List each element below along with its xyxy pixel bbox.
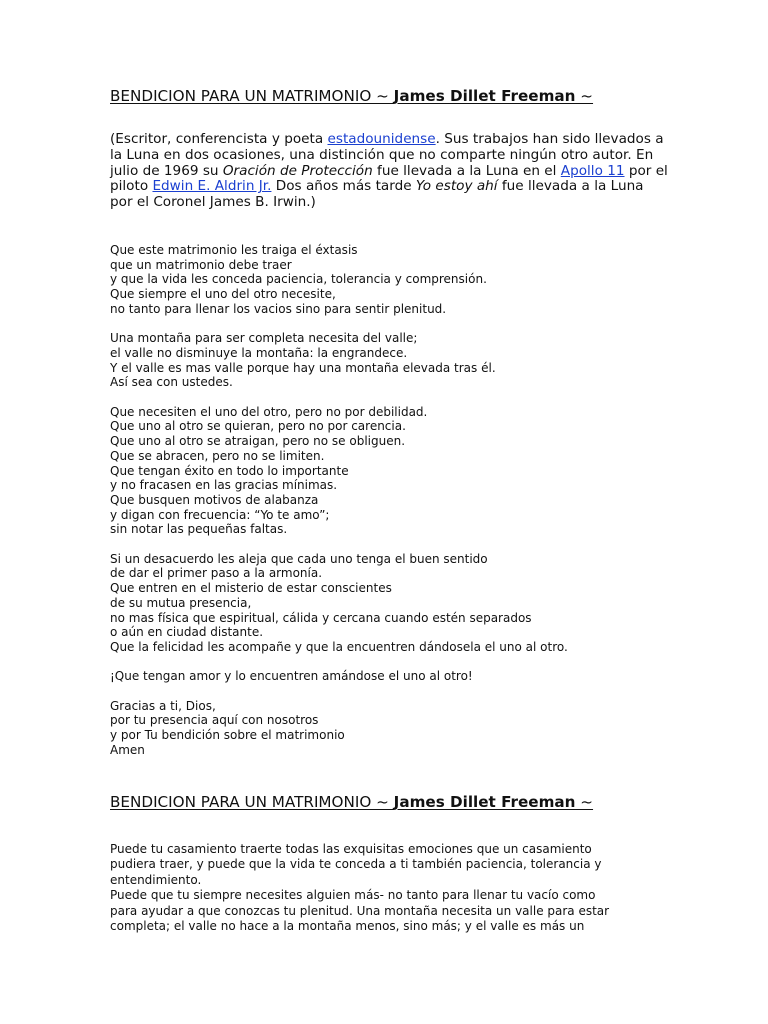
poem-stanza [110,405,710,537]
prose-line: Puede que tu siempre necesites alguien más- no tanto para llenar tu vacío como [110,888,596,903]
link-apollo-11[interactable]: Apollo 11 [560,162,625,179]
intro-paragraph [110,132,670,211]
heading-tilde: ~ [575,87,594,105]
link-edwin-aldrin[interactable]: Edwin E. Aldrin Jr. [152,178,272,195]
poem-line: Que busquen motivos de alabanza [110,492,319,507]
poem-stanza [110,552,710,655]
link-estadounidense[interactable]: estadounidense [327,131,436,147]
poem-stanza [110,331,710,390]
heading-author: James Dillet Freeman [393,87,576,105]
intro-emphasis: Yo estoy ahí [415,178,498,195]
poem-line: Que uno al otro se atraigan, pero no se obliguen. [110,434,406,449]
heading-author: James Dillet Freeman [393,793,576,811]
poem-line: Que entren en el misterio de estar conscientes [110,581,392,596]
poem-line: Que uno al otro se quieran, pero no por carencia. [110,419,406,434]
poem-line: ¡Que tengan amor y lo encuentren amándose el uno al otro! [110,669,473,684]
poem-line: Que siempre el uno del otro necesite, [110,287,336,302]
poem-line: y no fracasen en las gracias mínimas. [110,478,338,493]
poem-line: Y el valle es mas valle porque hay una montaña elevada tras él. [110,360,496,375]
poem-body [110,243,710,772]
poem-line: Que se abracen, pero no se limiten. [110,448,325,463]
intro-text: (Escritor, conferencista y poeta [110,131,328,147]
poem-line: Que necesiten el uno del otro, pero no por debilidad. [110,404,428,419]
heading-title-text: BENDICION PARA UN MATRIMONIO ~ [110,793,394,811]
heading-title-text: BENDICION PARA UN MATRIMONIO ~ [110,87,394,105]
poem-stanza [110,669,710,684]
prose-line: Puede tu casamiento traerte todas las exquisitas emociones que un casamiento [110,842,592,856]
poem-line: de dar el primer paso a la armonía. [110,566,323,581]
poem-line: el valle no disminuye la montaña: la engrandece. [110,345,408,360]
poem-line: y por Tu bendición sobre el matrimonio [110,728,345,743]
intro-text: fue llevada a la Luna en el [372,162,561,179]
poem-line: Así sea con ustedes. [110,375,233,390]
poem-line: por tu presencia aquí con nosotros [110,713,319,728]
poem-line: Que tengan éxito en todo lo importante [110,463,349,478]
heading-tilde: ~ [575,793,594,811]
intro-text: Dos años más tarde [271,178,416,195]
poem-line: Que este matrimonio les traiga el éxtasis [110,243,358,257]
prose-line: para ayudar a que conozcas tu plenitud. Una montaña necesita un valle para estar [110,903,610,918]
prose-line: pudiera traer, y puede que la vida te conceda a ti también paciencia, tolerancia y [110,857,602,872]
intro-text: fue llevada a la Luna por el Coronel James B. Irwin.) [110,178,644,211]
heading-title-2 [110,793,593,811]
poem-line: no tanto para llenar los vacios sino para sentir plenitud. [110,301,447,316]
intro-text: por el piloto [110,162,668,195]
prose-body [110,842,670,934]
poem-line: Si un desacuerdo les aleja que cada uno tenga el buen sentido [110,551,488,566]
poem-line: Una montaña para ser completa necesita del valle; [110,331,418,346]
poem-line: de su mutua presencia, [110,595,252,610]
intro-text: . Sus trabajos han sido llevados a la Luna en dos ocasiones, una distinción que no comparte ningún otro autor. En julio de 1969 su [110,131,664,179]
poem-line: y digan con frecuencia: “Yo te amo”; [110,507,330,522]
poem-line: y que la vida les conceda paciencia, tolerancia y comprensión. [110,272,487,287]
poem-line: no mas física que espiritual, cálida y cercana cuando estén separados [110,610,532,625]
poem-line: Amen [110,742,145,757]
prose-line: completa; el valle no hace a la montaña menos, sino más; y el valle es más un [110,919,585,934]
poem-line: o aún en ciudad distante. [110,625,264,640]
poem-stanza [110,243,710,317]
heading-title-1 [110,87,593,105]
poem-line: que un matrimonio debe traer [110,257,292,272]
poem-line: sin notar las pequeñas faltas. [110,522,288,537]
poem-line: Que la felicidad les acompañe y que la encuentren dándosela el uno al otro. [110,639,568,654]
poem-line: Gracias a ti, Dios, [110,698,216,713]
poem-stanza [110,699,710,758]
prose-line: entendimiento. [110,872,202,887]
intro-emphasis: Oración de Protección [222,162,373,179]
